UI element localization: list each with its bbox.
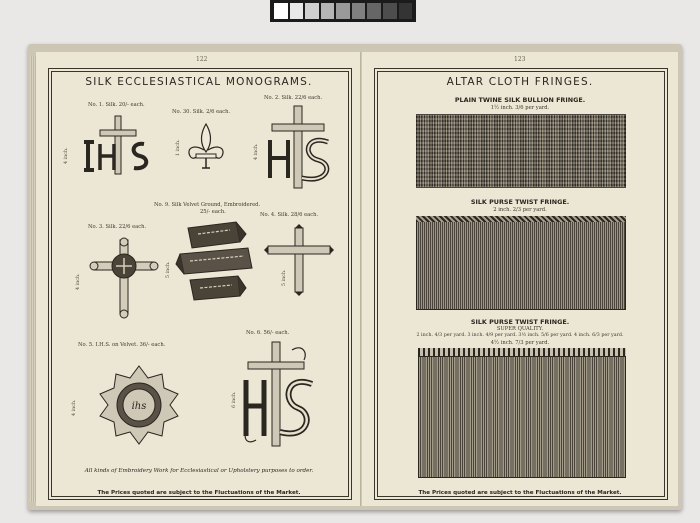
calibration-swatch — [383, 3, 397, 19]
item-3-size: 4 inch. — [76, 273, 81, 290]
latin-cross-icon — [264, 224, 334, 296]
item-3-caption: No. 3. Silk. 22/6 each. — [88, 224, 147, 230]
left-page — [36, 52, 361, 506]
item-9-caption: No. 9. Silk Velvet Ground, Embroidered. — [154, 202, 261, 208]
color-calibration-strip — [270, 0, 416, 22]
banner-monogram-icon — [174, 218, 258, 310]
fringe-3-quality: SUPER QUALITY. — [496, 326, 544, 332]
fringe-1-name: PLAIN TWINE SILK BULLION FRINGE. — [454, 96, 586, 104]
fringe-3-prices: 2 inch. 4/3 per yard. 3 inch. 4/9 per yard. 3½ inch. 5/6 per yard. 4 inch. 6/3 per yard. — [416, 333, 624, 338]
fleur-de-lis-icon — [184, 122, 228, 172]
item-2-size: 4 inch. — [254, 143, 259, 160]
super-quality-fringe-swatch — [418, 348, 626, 478]
item-30-caption: No. 30. Silk. 2/6 each. — [172, 109, 231, 115]
fringe-3-prices-2: 4½ inch. 7/3 per yard. — [490, 340, 550, 346]
right-page-title: ALTAR CLOTH FRINGES. — [446, 76, 594, 88]
left-page-footer: The Prices quoted are subject to the Fluctuations of the Market. — [97, 490, 301, 496]
item-6-size: 6 inch. — [232, 391, 237, 408]
calibration-swatch — [274, 3, 288, 19]
item-2-caption: No. 2. Silk. 22/6 each. — [264, 95, 323, 101]
calibration-swatch — [290, 3, 304, 19]
fringe-2-name: SILK PURSE TWIST FRINGE. — [470, 198, 570, 206]
calibration-swatch — [352, 3, 366, 19]
item-30-size: 1 inch. — [176, 139, 181, 156]
item-5-caption: No. 5. I.H.S. on Velvet. 36/- each. — [78, 342, 166, 348]
ihs-monogram-1-icon — [82, 114, 154, 176]
item-1-caption: No. 1. Silk. 20/- each. — [88, 102, 145, 108]
purse-twist-fringe-swatch — [416, 216, 626, 310]
fringe-3-name: SILK PURSE TWIST FRINGE. — [470, 318, 570, 326]
item-1-size: 4 inch. — [64, 147, 69, 164]
item-9-price: 25/- each. — [200, 209, 226, 215]
right-page-number: 123 — [514, 56, 526, 63]
right-page-footer: The Prices quoted are subject to the Fluctuations of the Market. — [418, 490, 622, 496]
ihs-cross-monogram-icon — [238, 340, 318, 448]
left-page-number: 122 — [196, 56, 208, 63]
item-6-caption: No. 6. 56/- each. — [246, 330, 290, 336]
calibration-swatch — [399, 3, 413, 19]
calibration-swatch — [305, 3, 319, 19]
left-page-title: SILK ECCLESIASTICAL MONOGRAMS. — [85, 76, 313, 88]
calibration-swatch — [367, 3, 381, 19]
fringe-2-prices: 2 inch. 2/3 per yard. — [493, 207, 547, 213]
right-page — [362, 52, 678, 506]
item-4-size: 5 inch. — [282, 269, 287, 286]
ihs-monogram-2-icon — [262, 104, 334, 190]
svg-text:ihs: ihs — [131, 401, 147, 412]
item-4-caption: No. 4. Silk. 28/6 each. — [260, 212, 319, 218]
item-5-size: 4 inch. — [72, 399, 77, 416]
calibration-swatch — [336, 3, 350, 19]
embroidery-note: All kinds of Embroidery Work for Ecclesiastical or Upholstery purposes to order. — [84, 468, 314, 474]
bullion-fringe-swatch — [416, 114, 626, 188]
cross-monogram-3-icon — [88, 236, 160, 318]
ihs-roundel-icon — [98, 364, 180, 446]
fringe-1-prices: 1½ inch. 3/6 per yard. — [490, 105, 550, 111]
item-9-size: 5 inch. — [166, 261, 171, 278]
calibration-swatch — [321, 3, 335, 19]
